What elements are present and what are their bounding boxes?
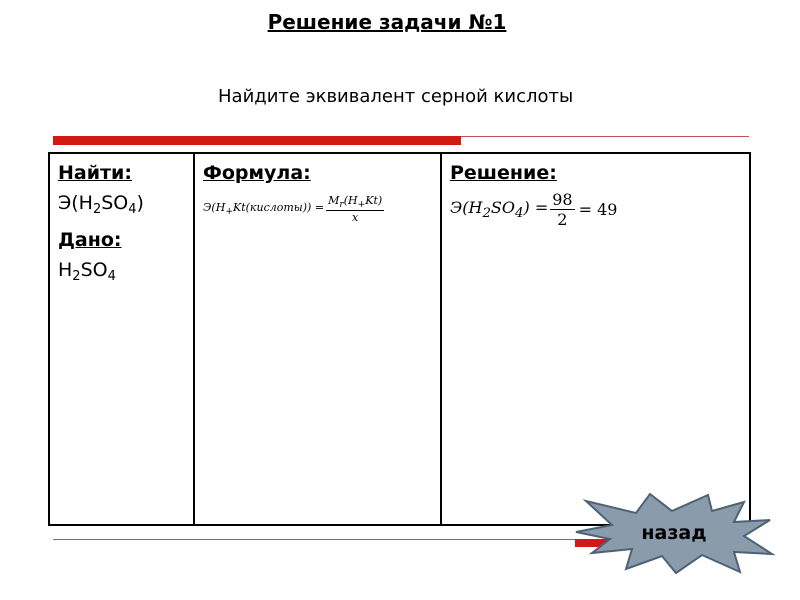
decor-bar-top	[53, 136, 461, 145]
page-title: Решение задачи №1	[267, 10, 507, 34]
task-statement: Найдите эквивалент серной кислоты	[218, 86, 574, 107]
solution-cell	[441, 153, 750, 525]
find-given-cell	[49, 153, 194, 525]
equivalent-formula: $Э(H_+Kt(кислоты))$ = $\frac{M_r(H_+Kt)}{x}$	[203, 194, 383, 225]
table-row	[49, 153, 750, 525]
solution-fraction: $\frac{98}{2}$	[552, 190, 573, 229]
solution-table	[48, 152, 751, 526]
formula-heading: Формула:	[203, 162, 311, 184]
solution-result: = 49	[578, 200, 618, 219]
formula-cell	[194, 153, 441, 525]
given-heading: Дано:	[58, 229, 122, 251]
formula-fraction: $\frac{M_r(H_+Kt)}{x}$	[328, 194, 383, 225]
solution-formula: $Э(H_2SO_4)$ = $\frac{98}{2}$ = 49	[450, 190, 618, 229]
given-value: $H_2SO_4$	[58, 259, 116, 284]
back-button[interactable]: назад	[641, 522, 707, 544]
find-value: $Э(H_2SO_4)$	[58, 192, 144, 217]
solution-heading: Решение:	[450, 162, 557, 184]
find-heading: Найти:	[58, 162, 132, 184]
